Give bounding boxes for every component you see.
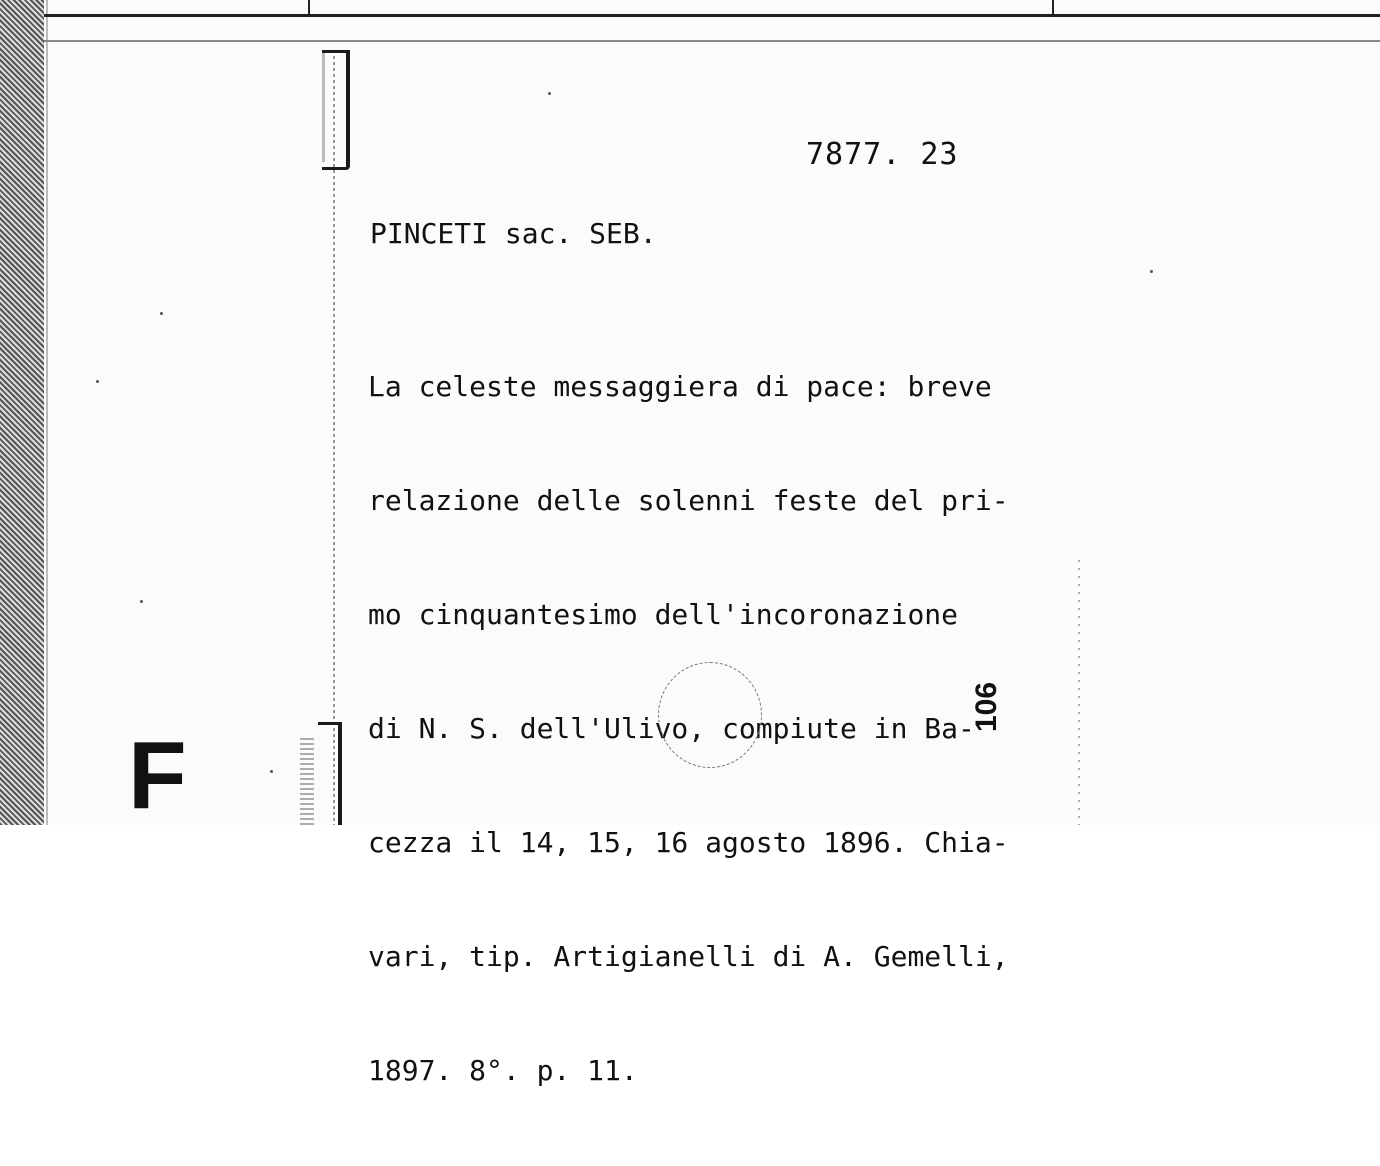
top-rule <box>44 14 1380 17</box>
scan-speck <box>548 92 551 95</box>
scan-speck <box>96 380 99 383</box>
card-left-edge <box>0 0 44 825</box>
scan-speck <box>140 600 143 603</box>
scan-speck <box>1150 270 1153 273</box>
description-line: cezza il 14, 15, 16 agosto 1896. Chia- <box>368 826 1009 859</box>
lower-bracket-shadow <box>300 738 314 825</box>
description-line: di N. S. dell'Ulivo, compiute in Ba- <box>368 712 975 745</box>
upper-bracket <box>322 50 350 170</box>
author-heading: PINCETI sac. SEB. <box>370 217 657 250</box>
top-tick <box>308 0 310 16</box>
call-number: 7877. 23 <box>806 137 959 172</box>
card-left-border <box>46 0 48 825</box>
scan-speck <box>160 312 163 315</box>
top-rule-secondary <box>44 40 1380 42</box>
top-tick <box>1052 0 1054 16</box>
description-line: relazione delle solenni feste del pri- <box>368 484 1009 517</box>
side-number: 106 <box>970 681 1004 733</box>
description-line: vari, tip. Artigianelli di A. Gemelli, <box>368 940 1009 973</box>
scan-speck <box>270 770 273 773</box>
description-line: mo cinquantesimo dell'incoronazione <box>368 598 959 631</box>
drawer-letter: F <box>128 722 187 829</box>
description-line: La celeste messaggiera di pace: breve <box>368 370 992 403</box>
description-line: 1897. 8°. p. 11. <box>368 1054 638 1087</box>
punch-hole-circle <box>658 662 762 768</box>
lower-bracket <box>318 722 342 825</box>
